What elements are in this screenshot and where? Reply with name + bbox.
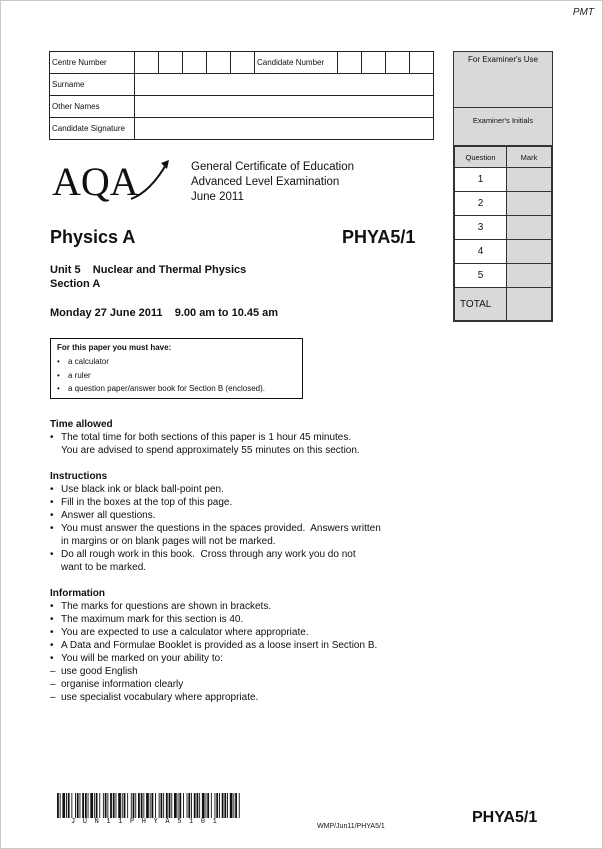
list-item: • You will be marked on your ability to: — [50, 653, 223, 664]
barcode-bar — [116, 793, 117, 818]
list-item: • You must answer the questions in the spaces provided. Answers written — [50, 523, 381, 534]
list-item: • Do all rough work in this book. Cross through any work you do not — [50, 549, 356, 560]
bullet-icon: • — [57, 357, 60, 366]
candidate-number-label: Candidate Number — [255, 52, 338, 74]
dash-icon: – — [50, 679, 56, 690]
bullet-icon: • — [50, 653, 54, 664]
barcode-bar — [66, 793, 67, 818]
barcode-bar — [82, 793, 84, 818]
surname-label: Surname — [50, 74, 135, 96]
barcode-bar — [143, 793, 144, 818]
barcode-bar — [96, 793, 98, 818]
list-item: • a question paper/answer book for Section B (enclosed). — [57, 382, 296, 396]
examiners-initials-label: Examiner's Initials — [454, 108, 552, 146]
centre-number-box[interactable] — [231, 52, 255, 74]
question-number: 5 — [455, 264, 507, 288]
question-column-header: Question — [455, 147, 507, 168]
instructions-section — [50, 470, 430, 574]
dash-icon: – — [50, 666, 56, 677]
question-number: 3 — [455, 216, 507, 240]
barcode-bar — [207, 793, 209, 818]
barcode-bar — [194, 793, 196, 818]
candidate-number-box[interactable] — [338, 52, 362, 74]
total-label: TOTAL — [455, 288, 507, 321]
question-number: 2 — [455, 192, 507, 216]
barcode-bar — [233, 793, 234, 818]
candidate-number-box[interactable] — [362, 52, 386, 74]
list-item: • Use black ink or black ball-point pen. — [50, 484, 224, 495]
document-reference: WMP/Jun11/PHYA5/1 — [317, 823, 385, 830]
barcode-bar — [161, 793, 163, 818]
mark-cell[interactable] — [507, 240, 552, 264]
barcode-bar — [62, 793, 65, 818]
barcode-bar — [150, 793, 151, 818]
section-title: Section A — [50, 278, 101, 290]
barcode-bar — [163, 793, 164, 818]
barcode-bar — [230, 793, 233, 818]
paper-code: PHYA5/1 — [342, 227, 416, 247]
time-allowed-section — [50, 418, 430, 457]
barcode-bar — [155, 793, 156, 818]
barcode-bar — [174, 793, 177, 818]
bullet-icon: • — [50, 432, 54, 443]
barcode-bar — [178, 793, 179, 818]
barcode — [57, 793, 243, 818]
candidate-number-box[interactable] — [410, 52, 434, 74]
aqa-logo-text: AQA — [52, 159, 139, 204]
list-item: • The marks for questions are shown in brackets. — [50, 601, 272, 612]
examiners-use-heading: For Examiner's Use — [454, 52, 552, 108]
barcode-bar — [206, 793, 207, 818]
barcode-bar — [235, 793, 237, 818]
barcode-bar — [183, 793, 184, 818]
qualification-line: Advanced Level Examination — [191, 176, 340, 188]
list-item: You are advised to spend approximately 55 minutes on this section. — [61, 445, 360, 456]
qualification-line: General Certificate of Education — [191, 161, 355, 173]
time-allowed-heading: Time allowed — [50, 419, 113, 430]
instructions-heading: Instructions — [50, 471, 108, 482]
barcode-bar — [99, 793, 100, 818]
barcode-bar — [187, 793, 188, 818]
bullet-icon: • — [57, 384, 60, 393]
candidate-number-box[interactable] — [386, 52, 410, 74]
bullet-icon: • — [50, 627, 54, 638]
qualification-block — [191, 160, 354, 205]
list-item: • Answer all questions. — [50, 510, 156, 521]
barcode-bar — [216, 793, 218, 818]
list-item: • You are expected to use a calculator where appropriate. — [50, 627, 309, 638]
must-have-heading: For this paper you must have: — [57, 343, 172, 352]
barcode-bar — [152, 793, 154, 818]
barcode-bar — [146, 793, 149, 818]
centre-number-box[interactable] — [183, 52, 207, 74]
centre-number-box[interactable] — [159, 52, 183, 74]
barcode-text: JUN11PHYA5101 — [71, 818, 225, 826]
bullet-icon: • — [50, 523, 54, 534]
barcode-bar — [71, 793, 72, 818]
sub-list-item: – organise information clearly — [50, 679, 184, 690]
exam-date-time: Monday 27 June 2011 9.00 am to 10.45 am — [50, 307, 279, 319]
centre-number-box[interactable] — [207, 52, 231, 74]
other-names-label: Other Names — [50, 96, 135, 118]
centre-number-box[interactable] — [135, 52, 159, 74]
barcode-bar — [113, 793, 115, 818]
barcode-bar — [107, 793, 108, 818]
bullet-icon: • — [50, 549, 54, 560]
barcode-bar — [105, 793, 107, 818]
barcode-bar — [215, 793, 216, 818]
barcode-bar — [166, 793, 168, 818]
list-item: want to be marked. — [61, 562, 147, 573]
mark-cell[interactable] — [507, 168, 552, 192]
surname-field[interactable] — [135, 74, 434, 96]
footer-paper-code: PHYA5/1 — [472, 809, 538, 826]
barcode-bar — [179, 793, 181, 818]
barcode-bar — [75, 793, 76, 818]
information-heading: Information — [50, 588, 105, 599]
barcode-bar — [80, 793, 81, 818]
question-number: 1 — [455, 168, 507, 192]
mark-cell[interactable] — [507, 192, 552, 216]
barcode-bar — [191, 793, 192, 818]
barcode-bar — [141, 793, 143, 818]
bullet-icon: • — [50, 614, 54, 625]
barcode-bar — [138, 793, 140, 818]
barcode-bar — [135, 793, 136, 818]
candidate-signature-label: Candidate Signature — [50, 118, 135, 140]
bullet-icon: • — [50, 640, 54, 651]
barcode-bar — [222, 793, 224, 818]
bullet-icon: • — [50, 510, 54, 521]
centre-number-label: Centre Number — [50, 52, 135, 74]
barcode-bar — [110, 793, 112, 818]
mark-cell[interactable] — [507, 264, 552, 288]
list-item: • A Data and Formulae Booklet is provided as a loose insert in Section B. — [50, 640, 378, 651]
pmt-label: PMT — [572, 7, 594, 18]
barcode-bar — [169, 793, 171, 818]
barcode-bar — [159, 793, 160, 818]
paper-title: Physics A — [50, 227, 136, 247]
total-mark-cell[interactable] — [507, 288, 552, 321]
mark-column-header: Mark — [507, 147, 552, 168]
barcode-bar — [199, 793, 200, 818]
sub-list-item: – use good English — [50, 666, 138, 677]
must-have-box — [50, 338, 303, 399]
candidate-details-table — [49, 51, 434, 140]
barcode-bar — [219, 793, 220, 818]
barcode-bar — [88, 793, 89, 818]
mark-cell[interactable] — [507, 216, 552, 240]
list-item: • Fill in the boxes at the top of this page. — [50, 497, 233, 508]
list-item: • a calculator — [57, 355, 296, 369]
barcode-bar — [227, 793, 228, 818]
question-number: 4 — [455, 240, 507, 264]
bullet-icon: • — [57, 370, 60, 380]
aqa-logo — [51, 159, 173, 205]
sub-list-item: – use specialist vocabulary where appropriate. — [50, 692, 259, 703]
information-section — [50, 587, 430, 704]
bullet-icon: • — [50, 601, 54, 612]
unit-block — [50, 263, 246, 291]
barcode-bar — [103, 793, 104, 818]
barcode-bar — [127, 793, 128, 818]
barcode-bar — [94, 793, 95, 818]
barcode-bar — [77, 793, 79, 818]
list-item: • a ruler — [57, 369, 296, 383]
examiners-use-box — [453, 51, 553, 322]
barcode-bar — [202, 793, 205, 818]
barcode-bar — [239, 793, 240, 818]
barcode-bar — [188, 793, 190, 818]
list-item: • The total time for both sections of this paper is 1 hour 45 minutes. — [50, 432, 352, 443]
barcode-bar — [68, 793, 70, 818]
barcode-bar — [197, 793, 199, 818]
marks-table — [454, 146, 552, 321]
barcode-bar — [122, 793, 123, 818]
unit-title: Unit 5 Nuclear and Thermal Physics — [50, 264, 247, 276]
barcode-bar — [60, 793, 61, 818]
dash-icon: – — [50, 692, 56, 703]
list-item: • The maximum mark for this section is 40. — [50, 614, 244, 625]
barcode-bar — [224, 793, 226, 818]
barcode-bar — [57, 793, 59, 818]
bullet-icon: • — [50, 484, 54, 495]
barcode-bar — [118, 793, 121, 818]
bullet-icon: • — [50, 497, 54, 508]
exam-session: June 2011 — [191, 191, 244, 203]
candidate-signature-field[interactable] — [135, 118, 434, 140]
barcode-bar — [133, 793, 135, 818]
list-item: in margins or on blank pages will not be marked. — [61, 536, 276, 547]
barcode-bar — [124, 793, 126, 818]
barcode-bar — [211, 793, 212, 818]
other-names-field[interactable] — [135, 96, 434, 118]
barcode-bar — [171, 793, 172, 818]
barcode-bar — [131, 793, 132, 818]
barcode-bar — [85, 793, 87, 818]
barcode-bar — [90, 793, 93, 818]
